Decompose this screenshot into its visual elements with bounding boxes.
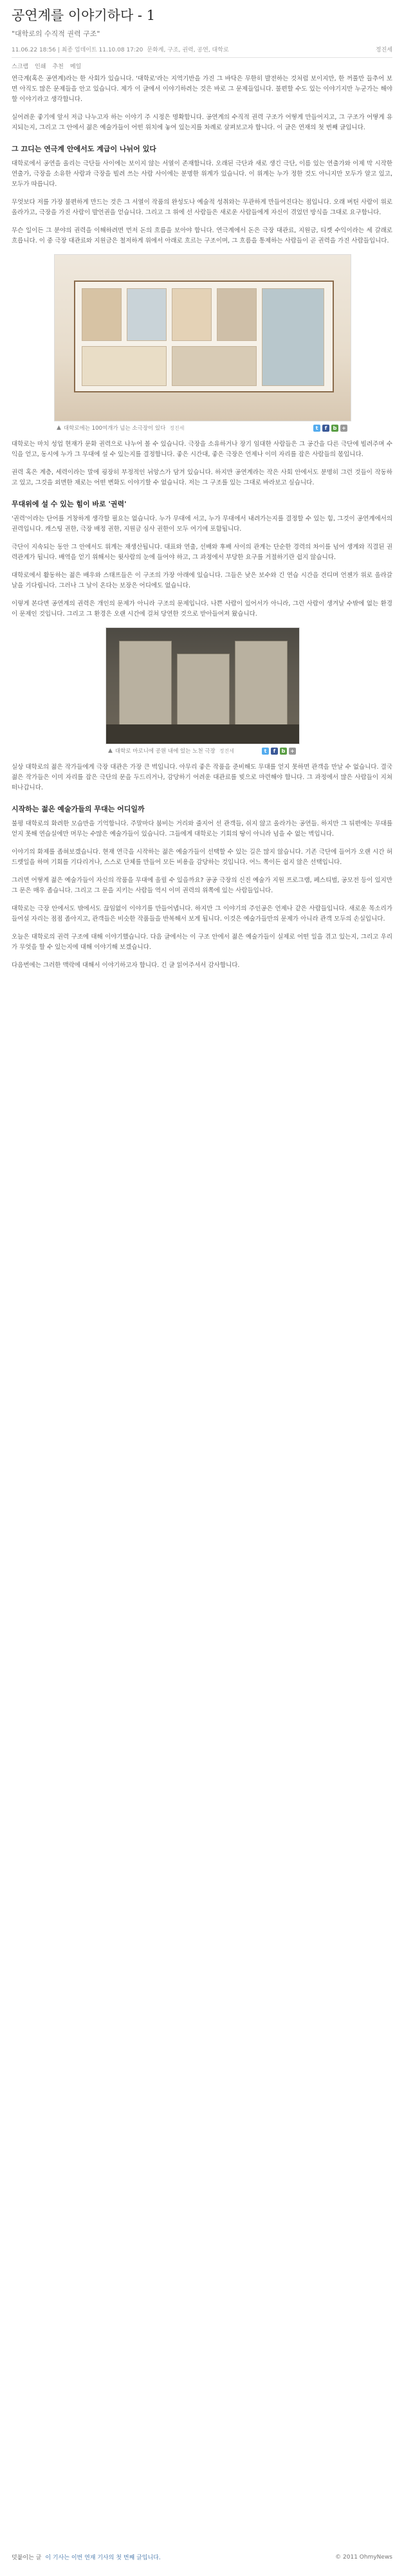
paragraph: 불평 대학로의 화려한 모습만을 기억합니다. 주말마다 붐비는 거리와 줄지어 선 관객들, 쉬지 않고 올라가는 공연들. 하지만 그 뒤편에는 무대를 얻지 못해 연습실에만 머무는 수많은 예술가들이 있습니다. 그들에게 대학로는 기회의 땅이 아니라 넘을 수 없는 벽입니다. [12, 820, 392, 838]
section-heading: 그 끄디는 연극계 안에서도 계급이 나뉘어 있다 [12, 145, 156, 153]
blog-icon[interactable]: b [331, 425, 338, 432]
article-tools [12, 62, 392, 70]
paragraph: 오늘은 대학로의 권력 구조에 대해 이야기했습니다. 다음 글에서는 이 구조 안에서 젊은 예술가들이 실제로 어떤 일을 겪고 있는지, 그리고 우리가 무엇을 할 수 있는지에 대해 이야기해 보겠습니다. [12, 934, 392, 951]
recommend-button[interactable]: 추천 [52, 64, 64, 70]
caption-text: 대학로에는 100여개가 넘는 소극장이 있다 [63, 425, 166, 432]
figure-outdoor-theater [12, 627, 392, 755]
footer-label: 덧붙이는 글 [12, 2555, 42, 2561]
figure-caption [106, 747, 298, 755]
divider [12, 57, 392, 58]
article-footer [12, 2553, 392, 2561]
article [12, 5, 392, 979]
twitter-icon[interactable]: t [262, 748, 269, 755]
print-button[interactable]: 인쇄 [35, 64, 46, 70]
camera-icon: ▲ [108, 748, 113, 754]
article-title: 공연계를 이야기하다 - 1 [12, 8, 156, 23]
twitter-icon[interactable]: t [313, 425, 320, 432]
footer-note: 이 기사는 이번 연재 기사의 첫 번째 글입니다. [45, 2555, 161, 2561]
paragraph: 극단이 지속되는 동안 그 안에서도 위계는 재생산됩니다. 대표와 연출, 선배와 후배 사이의 관계는 단순한 경력의 차이를 넘어 생계와 직결된 권력관계가 됩니다. 배역을 얻기 위해서는 윗사람의 눈에 들어야 하고, 그 과정에서 부당한 요구를 거절하기란 쉽지 않습니다. [12, 544, 392, 561]
share-buttons [313, 425, 347, 432]
more-share-icon[interactable]: + [340, 425, 347, 432]
section-heading: 무대위에 설 수 있는 힘이 바로 '권력' [12, 500, 127, 508]
more-share-icon[interactable]: + [289, 748, 296, 755]
article-subtitle: "대학로의 수직적 권력 구조" [12, 30, 100, 38]
article-date: 11.06.22 18:56 | 최종 업데이트 11.10.08 17:20 [12, 47, 143, 53]
facebook-icon[interactable]: f [322, 425, 329, 432]
figure-caption [54, 424, 350, 432]
paragraph: '권력'이라는 단어를 거창하게 생각할 필요는 없습니다. 누가 무대에 서고, 누가 무대에서 내려가는지를 결정할 수 있는 힘, 그것이 공연계에서의 권력입니다. 캐스팅 권한, 극장 배정 권한, 지원금 심사 권한이 모두 여기에 포함됩니다. [12, 515, 392, 533]
scrap-button[interactable]: 스크랩 [12, 64, 29, 70]
poster-board [74, 281, 334, 392]
photo-credit: 정진세 [169, 425, 185, 431]
outdoor-theater-photo[interactable] [106, 627, 300, 744]
paragraph: 무슨 일이든 그 분야의 권력을 이해하려면 먼저 돈의 흐름을 보아야 합니다. 연극계에서 돈은 극장 대관료, 지원금, 티켓 수익이라는 세 갈래로 흐릅니다. 이 중 극장 대관료와 지원금은 철저하게 위에서 아래로 흐르는 구조이며, 그 흐름을 통제하는 사람들이 곧 권력을 가진 사람들입니다. [12, 227, 392, 244]
theater-board-photo[interactable] [54, 254, 351, 421]
paragraph: 그러면 어떻게 젊은 예술가들이 자신의 작품을 무대에 올릴 수 있을까요? 공공 극장의 신진 예술가 지원 프로그램, 페스티벌, 공모전 등이 있지만 그 문은 매우 좁습니다. 그리고 그 문을 지키는 사람들 역시 이미 권력의 위쪽에 있는 사람들입니다. [12, 877, 392, 894]
share-buttons [262, 748, 296, 755]
email-button[interactable]: 메일 [69, 64, 82, 70]
figure-theater-board [12, 254, 392, 432]
paragraph: 대학로에서 공연을 올리는 극단들 사이에는 보이지 않는 서열이 존재합니다. 오래된 극단과 새로 생긴 극단, 이름 있는 연출가와 이제 막 시작한 연출가, 극장을 소유한 사람과 극장을 빌려 쓰는 사람 사이에는 분명한 위계가 있습니다. 이 위계는 누가 정한 것도 아니지만 모두가 알고 있고, 모두가 따릅니다. [12, 160, 392, 188]
article-categories[interactable]: 문화계, 구조, 권력, 공연, 대학로 [147, 47, 229, 53]
photo-credit: 정진세 [219, 748, 234, 754]
paragraph: 권력 혹은 계층, 세력이라는 말에 굉장히 부정적인 뉘앙스가 담겨 있습니다. 하지만 공연계라는 작은 사회 안에서도 분명히 그런 것들이 작동하고 있고, 그것을 외면한 채로는 어떤 변화도 이야기할 수 없습니다. 저는 그 구조를 있는 그대로 바라보고 싶습니다. [12, 469, 392, 486]
paragraph: 대학로는 극장 안에서도 밖에서도 끊임없이 이야기를 만들어냅니다. 하지만 그 이야기의 주인공은 언제나 같은 사람들입니다. 새로운 목소리가 들어설 자리는 점점 좁아지고, 관객들은 비슷한 작품들을 반복해서 보게 됩니다. 이것은 예술가들만의 문제가 아니라 관객 모두의 손실입니다. [12, 905, 392, 923]
paragraph: 대학로는 마치 성업 현재가 문화 권력으로 나누어 볼 수 있습니다. 극장을 소유하거나 장기 임대한 사람들은 그 공간을 다른 극단에 빌려주며 수익을 얻고, 동시에 누가 그 무대에 설 수 있는지를 결정합니다. 좋은 시간대, 좋은 극장은 언제나 이미 자리를 잡은 사람들의 몫입니다. [12, 441, 392, 458]
camera-icon: ▲ [57, 425, 61, 431]
blog-icon[interactable]: b [280, 748, 287, 755]
article-author[interactable]: 정진세 [375, 47, 392, 53]
paragraph: 실상 대학로의 젊은 작가들에게 극장 대관은 가장 큰 벽입니다. 아무리 좋은 작품을 준비해도 무대를 얻지 못하면 관객을 만날 수 없습니다. 결국 젊은 작가들은 이미 자리를 잡은 극단의 문을 두드리거나, 감당하기 어려운 대관료를 빚으로 마련해야 합니다. 그 과정에서 많은 사람들이 지쳐 떠나갑니다. [12, 764, 392, 791]
paragraph: 실어려운 좋기에 앞서 저급 나누고자 하는 이야기 주 시정은 명확합니다. 공연계의 수직적 권력 구조가 어떻게 만들어지고, 그 구조가 어떻게 유지되는지, 그리고 그 안에서 젊은 예술가들이 어떤 위치에 놓여 있는지를 차례로 살펴보고자 합니다. 이 글은 연재의 첫 번째 글입니다. [12, 114, 392, 131]
paragraph: 무엇보다 저를 가장 불편하게 만드는 것은 그 서열이 작품의 완성도나 예술적 성취와는 무관하게 만들어진다는 점입니다. 오래 버틴 사람이 위로 올라가고, 극장을 가진 사람이 발언권을 얻습니다. 그리고 그 위에 선 사람들은 새로운 사람들에게 자신이 겪었던 방식을 그대로 요구합니다. [12, 199, 392, 216]
paragraph: 이렇게 본다면 공연계의 권력은 개인의 문제가 아니라 구조의 문제입니다. 나쁜 사람이 있어서가 아니라, 그런 사람이 생겨날 수밖에 없는 환경이 문제인 것입니다. 그리고 그 환경은 오랜 시간에 걸쳐 당연한 것으로 받아들여져 왔습니다. [12, 600, 392, 618]
caption-text: 대학로 마로니에 공원 내에 있는 노천 극장 [115, 748, 216, 755]
section-heading: 시작하는 젊은 예술가들의 무대는 어디일까 [12, 805, 145, 813]
paragraph: 다음번에는 그러한 맥락에 대해서 이야기하고자 합니다. 긴 글 읽어주셔서 감사합니다. [12, 962, 240, 969]
paragraph: 이야기의 화제를 좁혀보겠습니다. 현재 연극을 시작하는 젊은 예술가들이 선택할 수 있는 길은 많지 않습니다. 기존 극단에 들어가 오랜 시간 허드렛일을 하며 기회를 기다리거나, 스스로 단체를 만들어 모든 비용을 감당하는 것입니다. 어느 쪽이든 쉽지 않은 선택입니다. [12, 849, 392, 866]
facebook-icon[interactable]: f [271, 748, 278, 755]
paragraph: 대학로에서 활동하는 젊은 배우와 스태프들은 이 구조의 가장 아래에 있습니다. 그들은 낮은 보수와 긴 연습 시간을 견디며 언젠가 위로 올라갈 날을 기다립니다. 그러나 그 날이 온다는 보장은 어디에도 없습니다. [12, 572, 392, 589]
copyright: © 2011 OhmyNews [335, 2553, 392, 2561]
article-meta [12, 45, 392, 53]
paragraph: 연극계(혹은 공연계)라는 한 사회가 있습니다. '대학로'라는 지역기반을 가진 그 바닥은 무한히 발전하는 것처럼 보이지만, 한 꺼풀만 들추어 보면 아직도 많은 문제들을 안고 있습니다. 제가 이 글에서 이야기하려는 것은 바로 그 문제들입니다. 불편할 수도 있는 이야기지만 누군가는 해야 할 이야기라고 생각합니다. [12, 75, 392, 103]
